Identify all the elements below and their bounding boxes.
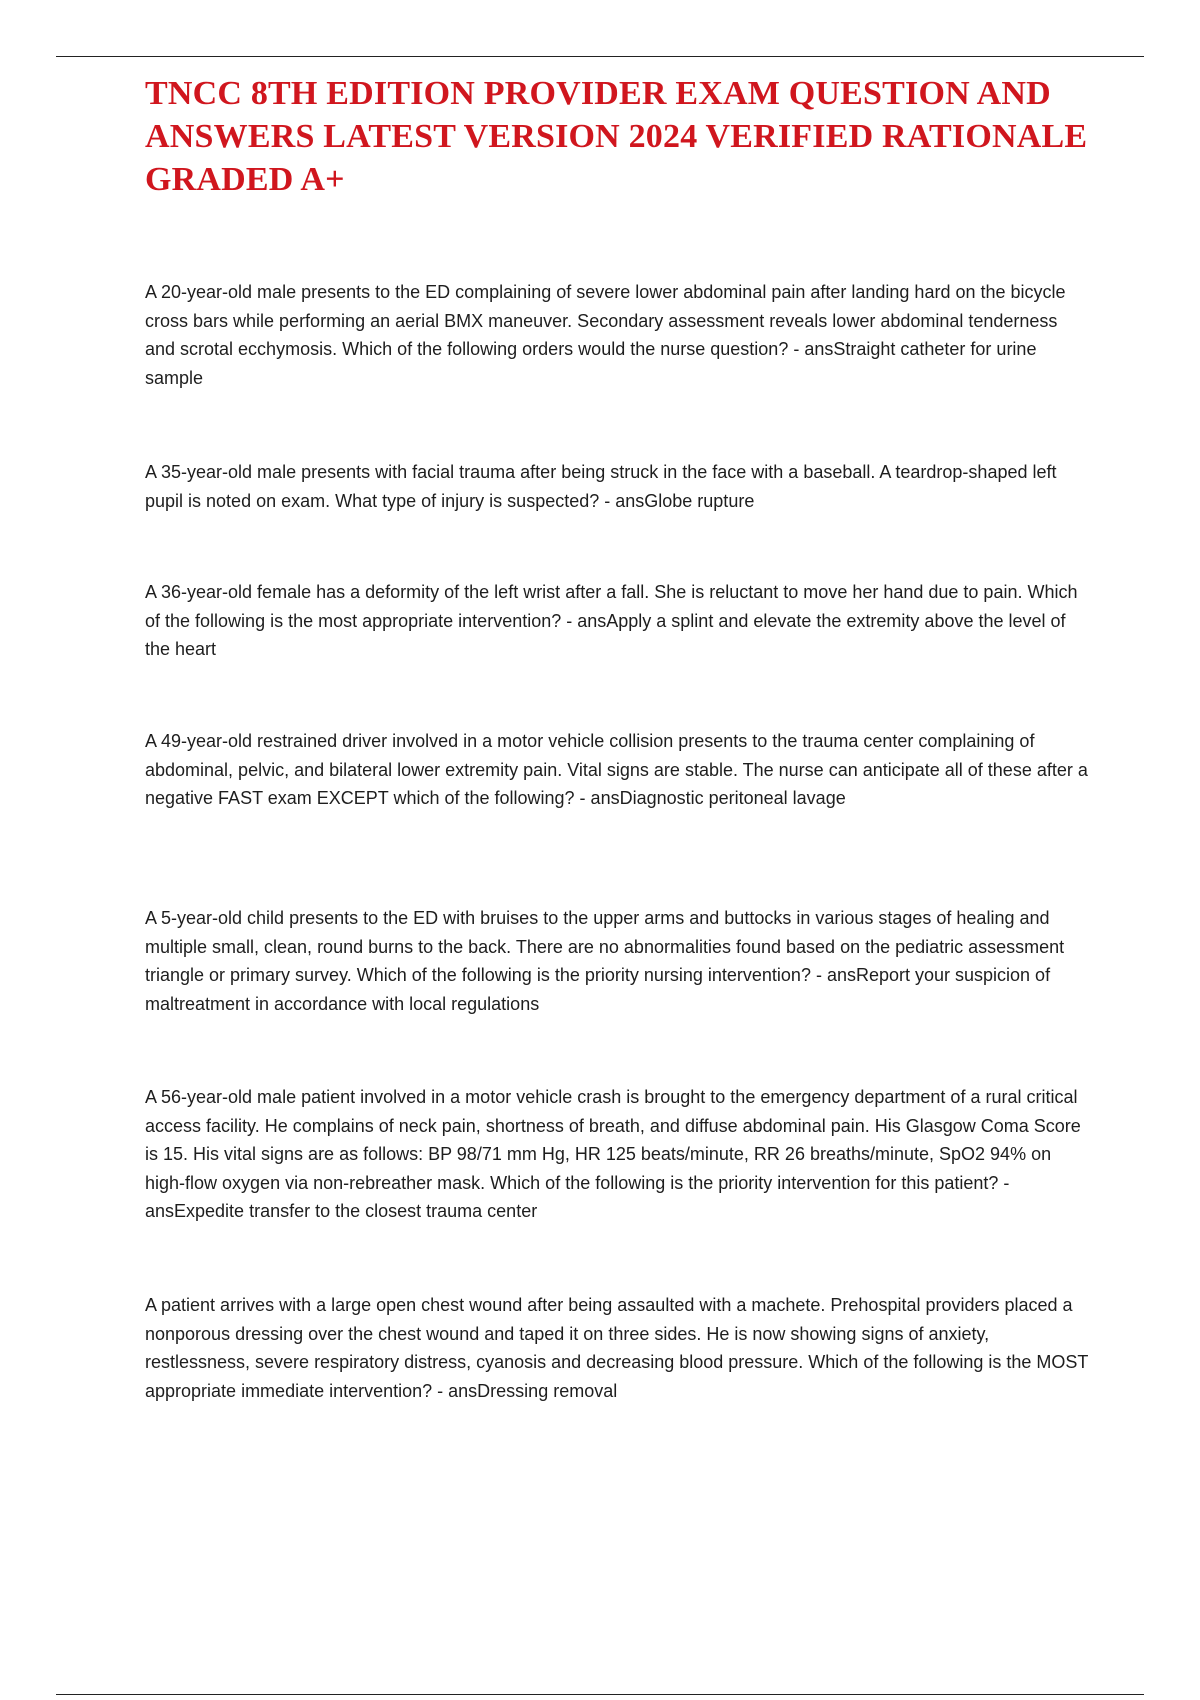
document-title: TNCC 8TH EDITION PROVIDER EXAM QUESTION AND ANSWERS LATEST VERSION 2024 VERIFIED RATIONALE GRADED A+	[145, 75, 1088, 198]
question-2: A 35-year-old male presents with facial trauma after being struck in the face with a baseball. A teardrop-shaped left pupil is noted on exam. What type of injury is suspected? - ansGlobe rupture	[145, 462, 1057, 511]
question-7: A patient arrives with a large open chest wound after being assaulted with a machete. Prehospital providers placed a nonporous dressing over the chest wound and taped it on three sides. He is now showing signs of anxiety, restlessness, severe respiratory distress, cyanosis and decreasing blood pressure. Which of the following is the MOST appropriate immediate intervention? - ansDressing removal	[145, 1295, 1089, 1401]
bottom-rule	[56, 1694, 1144, 1695]
question-3: A 36-year-old female has a deformity of the left wrist after a fall. She is reluctant to move her hand due to pain. Which of the following is the most appropriate intervention? - ansApply a splint and elevate the extremity above the level of the heart	[145, 582, 1078, 659]
question-6: A 56-year-old male patient involved in a motor vehicle crash is brought to the emergency department of a rural critical access facility. He complains of neck pain, shortness of breath, and diffuse abdominal pain. His Glasgow Coma Score is 15. His vital signs are as follows: BP 98/71 mm Hg, HR 125 beats/minute, RR 26 breaths/minute, SpO2 94% on high-flow oxygen via non-rebreather mask. Which of the following is the priority intervention for this patient? - ansExpedite transfer to the closest trauma center	[145, 1087, 1081, 1221]
question-5: A 5-year-old child presents to the ED with bruises to the upper arms and buttocks in various stages of healing and multiple small, clean, round burns to the back. There are no abnormalities found based on the pediatric assessment triangle or primary survey. Which of the following is the priority nursing intervention? - ansReport your suspicion of maltreatment in accordance with local regulations	[145, 908, 1065, 1014]
question-1: A 20-year-old male presents to the ED complaining of severe lower abdominal pain after landing hard on the bicycle cross bars while performing an aerial BMX maneuver. Secondary assessment reveals lower abdominal tenderness and scrotal ecchymosis. Which of the following orders would the nurse question? - ansStraight catheter for urine sample	[145, 282, 1066, 388]
question-4: A 49-year-old restrained driver involved in a motor vehicle collision presents to the trauma center complaining of abdominal, pelvic, and bilateral lower extremity pain. Vital signs are stable. The nurse can anticipate all of these after a negative FAST exam EXCEPT which of the following? - ansDiagnostic peritoneal lavage	[145, 731, 1088, 808]
top-rule	[56, 56, 1144, 57]
